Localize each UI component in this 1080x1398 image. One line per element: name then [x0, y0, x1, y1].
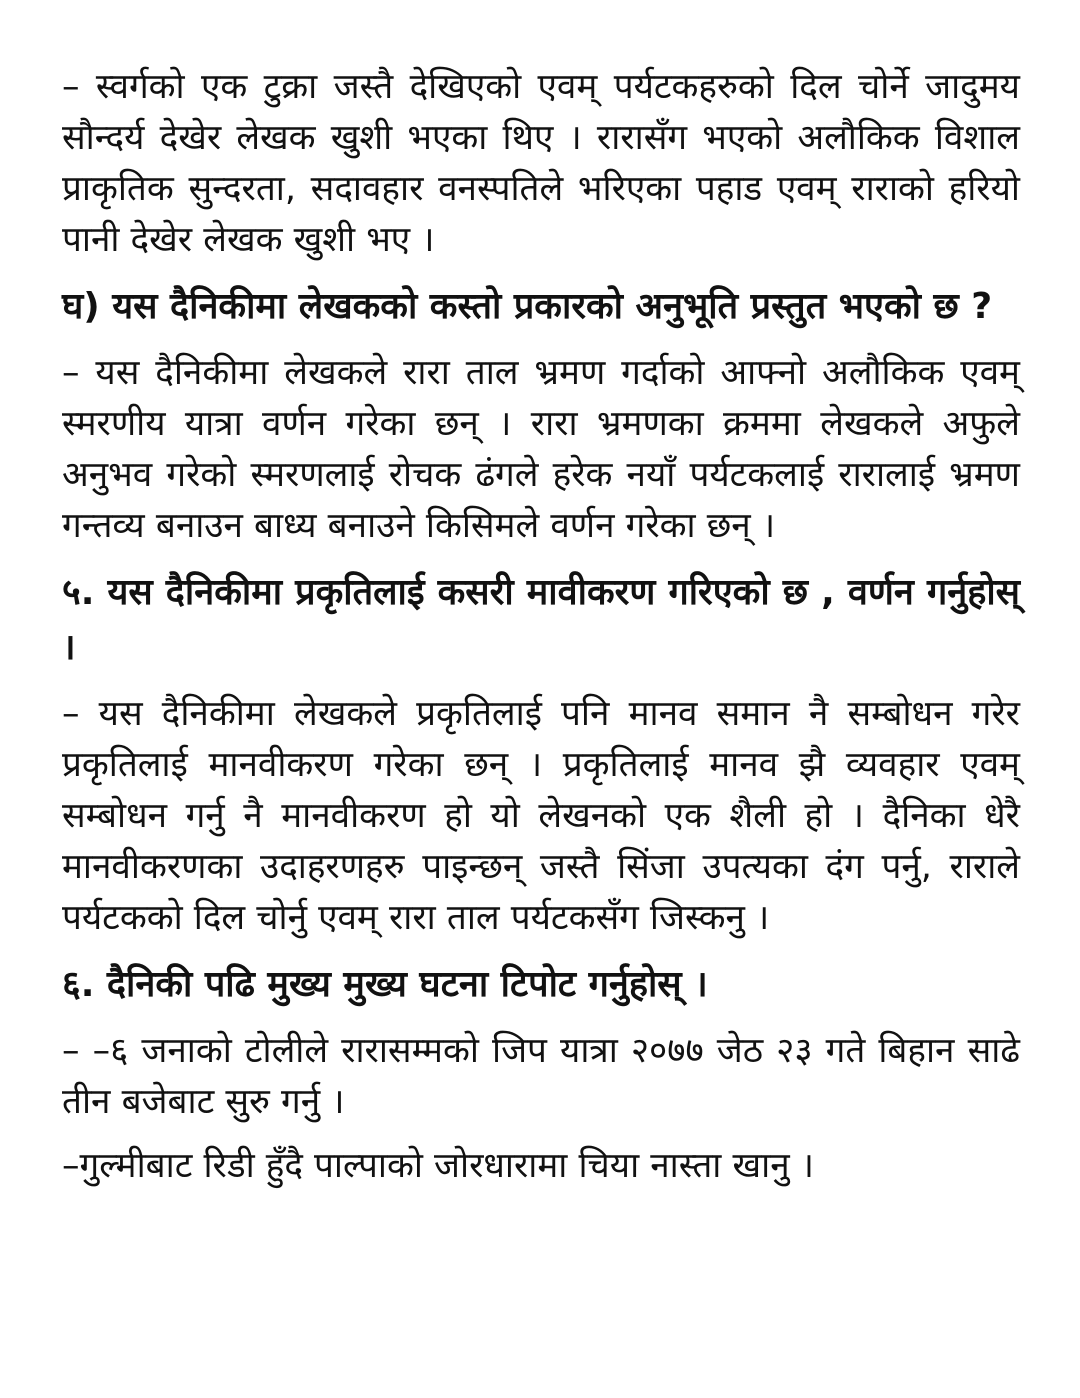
- document-page: [62, 62, 1020, 1205]
- answer-point-2: –गुल्मीबाट रिडी हुँदै पाल्पाको जोरधारामा चिया नास्ता खानु ।: [62, 1146, 815, 1186]
- answer-paragraph-5: – यस दैनिकीमा लेखकले प्रकृतिलाई पनि मानव समान नै सम्बोधन गरेर प्रकृतिलाई मानवीकरण गरेका छन् । प्रकृतिलाई मानव झै व्यवहार एवम् सम्बोधन गर्नु नै मानवीकरण हो यो लेखनको एक शैली हो । दैनिका धेरै मानवीकरणका उदाहरणहरु पाइन्छन् जस्तै सिंजा उपत्यका दंग पर्नु, राराले पर्यटकको दिल चोर्नु एवम् रारा ताल पर्यटकसँग जिस्कनु ।: [62, 694, 1020, 938]
- question-5-heading: ५. यस दैनिकीमा प्रकृतिलाई कसरी मावीकरण गरिएको छ , वर्णन गर्नुहोस् ।: [62, 572, 1020, 668]
- answer-paragraph-gha: – यस दैनिकीमा लेखकले रारा ताल भ्रमण गर्दाको आफ्नो अलौकिक एवम् स्मरणीय यात्रा वर्णन गरेका छन् । रारा भ्रमणका क्रममा लेखकले अफुले अनुभव गरेको स्मरणलाई रोचक ढंगले हरेक नयाँ पर्यटकलाई रारालाई भ्रमण गन्तव्य बनाउन बाध्य बनाउने किसिमले वर्णन गरेका छन् ।: [62, 353, 1020, 546]
- answer-paragraph-c: – स्वर्गको एक टुक्रा जस्तै देखिएको एवम् पर्यटकहरुको दिल चोर्ने जादुमय सौन्दर्य देखेर लेखक खुशी भएका थिए । रारासँग भएको अलौकिक विशाल प्राकृतिक सुन्दरता, सदावहार वनस्पतिले भरिएका पहाड एवम् राराको हरियो पानी देखेर लेखक खुशी भए ।: [62, 67, 1020, 260]
- question-gha-heading: घ) यस दैनिकीमा लेखकको कस्तो प्रकारको अनुभूति प्रस्तुत भएको छ ?: [62, 286, 993, 327]
- answer-point-1: – –६ जनाको टोलीले रारासम्मको जिप यात्रा २०७७ जेठ २३ गते बिहान साढे तीन बजेबाट सुरु गर्नु ।: [62, 1031, 1020, 1122]
- question-6-heading: ६. दैनिकी पढि मुख्य मुख्य घटना टिपोट गर्नुहोस् ।: [62, 964, 708, 1005]
